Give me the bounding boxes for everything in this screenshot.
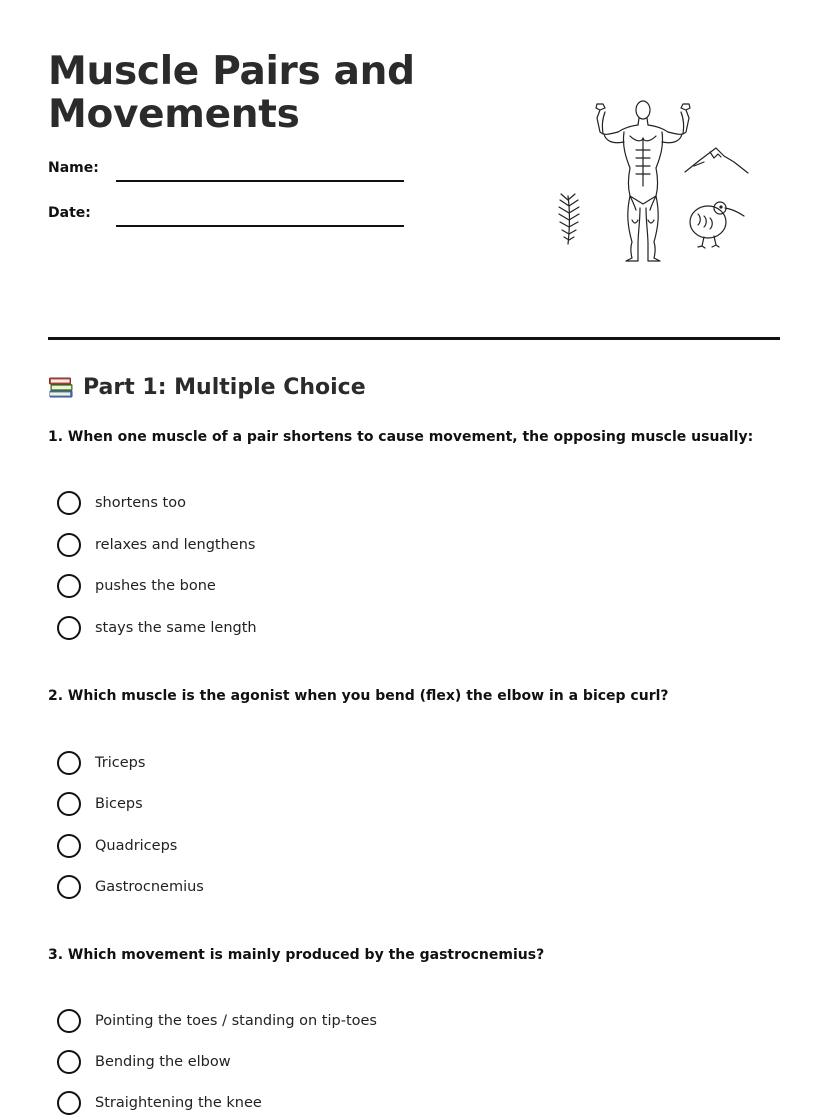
radio-button[interactable] — [57, 616, 81, 640]
option-label: Quadriceps — [95, 838, 178, 854]
name-label: Name: — [48, 160, 99, 176]
radio-button[interactable] — [57, 1091, 81, 1115]
radio-button[interactable] — [57, 751, 81, 775]
option-label: Bending the elbow — [95, 1054, 231, 1070]
question-3-option-3[interactable] — [57, 1091, 262, 1115]
question-2-option-4[interactable] — [57, 875, 204, 899]
question-1-text: 1. When one muscle of a pair shortens to cause movement, the opposing muscle usually: — [48, 429, 754, 445]
section-heading-text: Part 1: Multiple Choice — [83, 374, 366, 400]
fern-icon — [559, 194, 579, 244]
option-label: Gastrocnemius — [95, 879, 204, 895]
books-icon — [48, 374, 74, 400]
option-label: Straightening the knee — [95, 1095, 262, 1111]
option-label: stays the same length — [95, 620, 257, 636]
question-2-text: 2. Which muscle is the agonist when you bend (flex) the elbow in a bicep curl? — [48, 688, 669, 704]
muscle-figure-icon — [596, 101, 690, 261]
question-1-option-4[interactable] — [57, 616, 257, 640]
section-divider — [48, 337, 780, 340]
radio-button[interactable] — [57, 834, 81, 858]
radio-button[interactable] — [57, 533, 81, 557]
question-1-option-2[interactable] — [57, 533, 255, 557]
radio-button[interactable] — [57, 491, 81, 515]
question-2-option-1[interactable] — [57, 751, 145, 775]
option-label: shortens too — [95, 495, 186, 511]
option-label: Triceps — [95, 755, 146, 771]
kiwi-bird-icon — [690, 202, 744, 248]
date-label: Date: — [48, 205, 91, 221]
option-label: pushes the bone — [95, 578, 216, 594]
mountain-icon — [685, 148, 748, 173]
question-3-option-1[interactable] — [57, 1009, 377, 1033]
date-field[interactable] — [116, 225, 404, 227]
page-title: Muscle Pairs and Movements — [48, 49, 415, 137]
radio-button[interactable] — [57, 1050, 81, 1074]
section-heading — [48, 374, 366, 400]
question-2-option-3[interactable] — [57, 834, 177, 858]
question-1-option-1[interactable] — [57, 491, 186, 515]
option-label: relaxes and lengthens — [95, 537, 256, 553]
header-illustration — [548, 96, 758, 266]
radio-button[interactable] — [57, 1009, 81, 1033]
radio-button[interactable] — [57, 792, 81, 816]
question-1-option-3[interactable] — [57, 574, 216, 598]
name-field[interactable] — [116, 180, 404, 182]
question-2-option-2[interactable] — [57, 792, 143, 816]
radio-button[interactable] — [57, 574, 81, 598]
radio-button[interactable] — [57, 875, 81, 899]
option-label: Biceps — [95, 796, 143, 812]
question-3-text: 3. Which movement is mainly produced by the gastrocnemius? — [48, 947, 545, 963]
question-3-option-2[interactable] — [57, 1050, 231, 1074]
option-label: Pointing the toes / standing on tip-toes — [95, 1013, 377, 1029]
